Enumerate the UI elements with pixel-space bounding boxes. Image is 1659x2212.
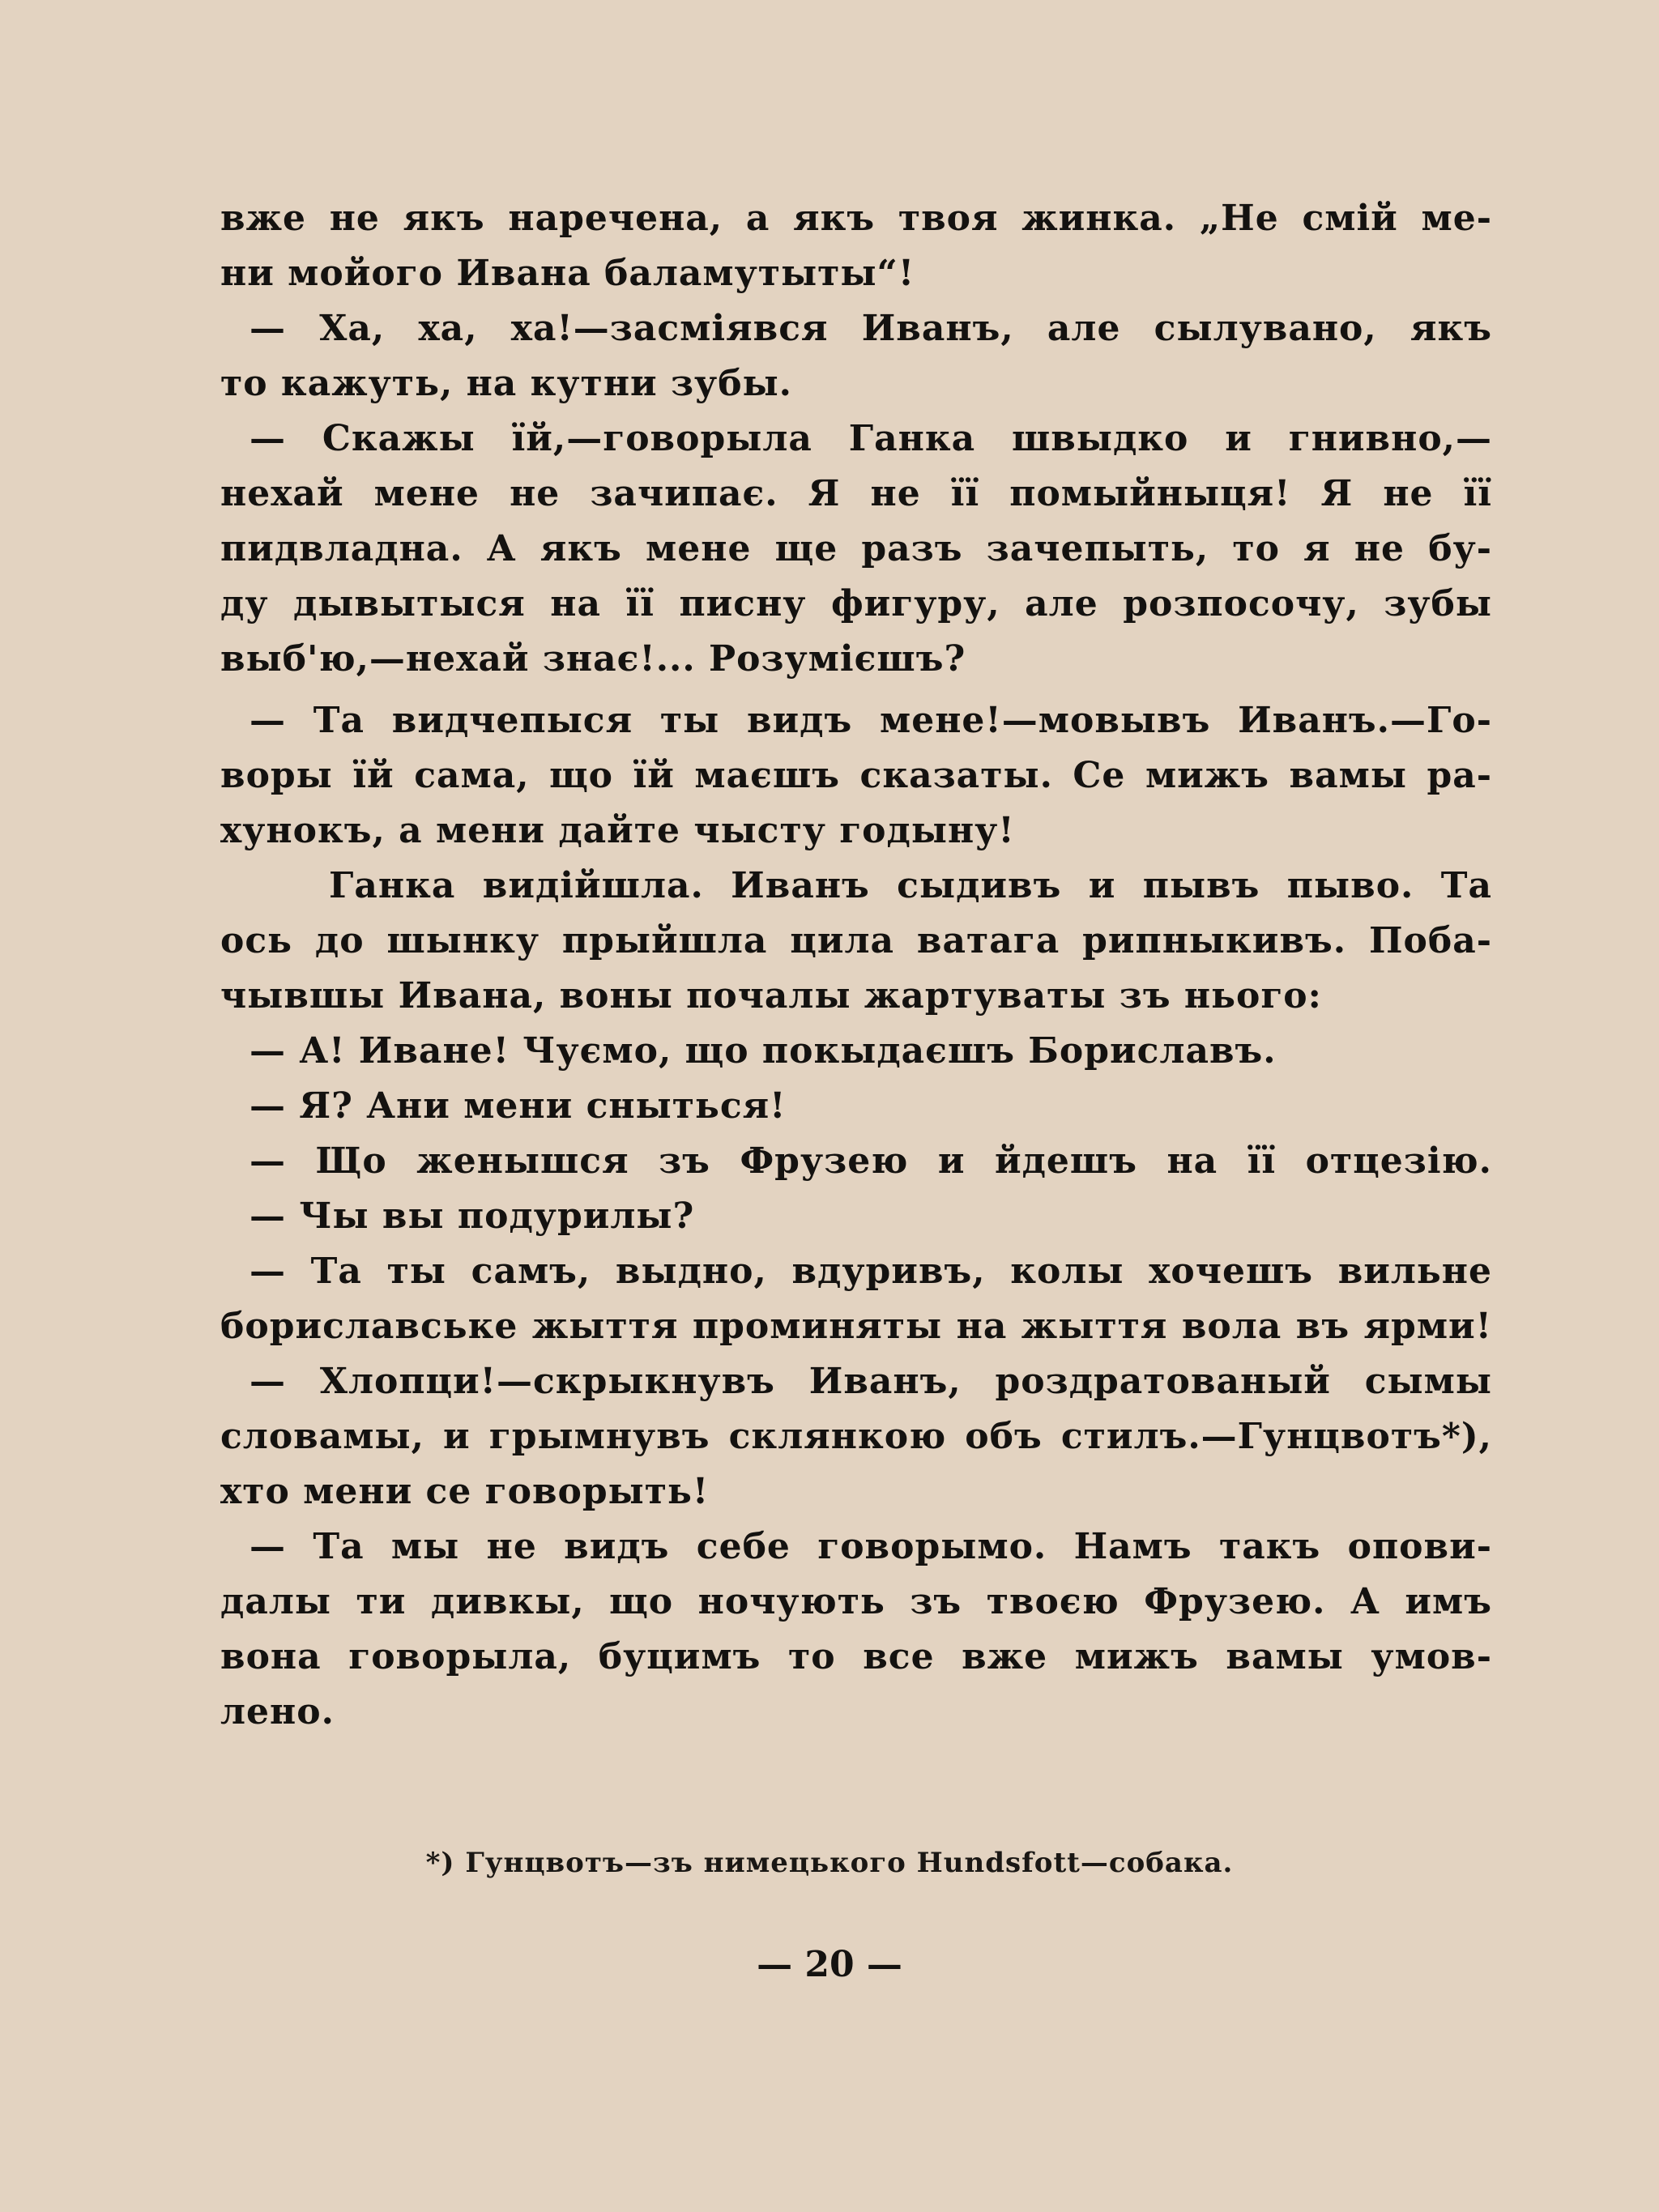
text-line: — Ха, ха, ха!—засміявся Иванъ, але сылувано, якъ bbox=[249, 308, 1492, 349]
text-line: — Та мы не видъ себе говорымо. Намъ такъ опови- bbox=[249, 1526, 1492, 1567]
text-line: то кажуть, на кутни зубы. bbox=[220, 363, 792, 404]
text-line: ду дывытыся на її писну фигуру, але розпосочу, зубы bbox=[220, 583, 1492, 624]
text-line: ни мойого Ивана баламутыты“! bbox=[220, 253, 915, 294]
text-line: бориславське жыття проминяты на жыття вола въ ярми! bbox=[220, 1306, 1492, 1347]
text-line: хунокъ, а мени дайте чысту годыну! bbox=[220, 810, 1015, 851]
text-line: — Чы вы подурилы? bbox=[249, 1196, 695, 1237]
text-line: — Та видчепыся ты видъ мене!—мовывъ Иванъ.—Го- bbox=[249, 700, 1492, 741]
text-line: хто мени се говорыть! bbox=[220, 1471, 710, 1512]
text-line: — Та ты самъ, выдно, вдуривъ, колы хочешъ вильне bbox=[249, 1251, 1492, 1292]
text-line: лено. bbox=[220, 1691, 335, 1733]
text-line: — Хлопци!—скрыкнувъ Иванъ, роздратованый сымы bbox=[249, 1361, 1492, 1402]
text-line: ось до шынку прыйшла цила ватага рипныкивъ. Поба- bbox=[220, 920, 1492, 961]
text-line: вже не якъ наречена, а якъ твоя жинка. „Не смій ме- bbox=[220, 198, 1492, 239]
text-line: словамы, и грымнувъ склянкою объ стилъ.—Гунцвотъ*), bbox=[220, 1416, 1492, 1457]
text-line: нехай мене не зачипає. Я не її помыйныця! Я не її bbox=[220, 473, 1492, 514]
text-line: чывшы Ивана, воны почалы жартуваты зъ нього: bbox=[220, 975, 1322, 1016]
text-line: далы ти дивкы, що ночують зъ твоєю Фрузею. А имъ bbox=[220, 1581, 1492, 1622]
text-line: пидвладна. А якъ мене ще разъ зачепыть, то я не бу- bbox=[220, 528, 1492, 569]
text-line: воры їй сама, що їй маєшъ сказаты. Се мижъ вамы ра- bbox=[220, 755, 1492, 796]
text-line: — А! Иване! Чуємо, що покыдаєшъ Бориславъ. bbox=[249, 1030, 1277, 1072]
text-line: — Скажы їй,—говорыла Ганка швыдко и гнивно,— bbox=[249, 418, 1492, 459]
text-line: — Я? Ани мени снытьcя! bbox=[249, 1085, 787, 1127]
text-line: вона говорыла, буцимъ то все вже мижъ вамы умов- bbox=[220, 1636, 1492, 1677]
footnote: *) Гунцвотъ—зъ нимецького Hundsfott—собака. bbox=[425, 1847, 1234, 1879]
text-line: — Що женышся зъ Фрузею и йдешъ на її отцезію. bbox=[249, 1140, 1492, 1182]
text-line: выб'ю,—нехай знає!... Розумієшъ? bbox=[220, 638, 966, 680]
page-number: — 20 — bbox=[757, 1944, 902, 1985]
text-line: Ганка видійшла. Иванъ сыдивъ и пывъ пыво. Та bbox=[329, 865, 1492, 906]
